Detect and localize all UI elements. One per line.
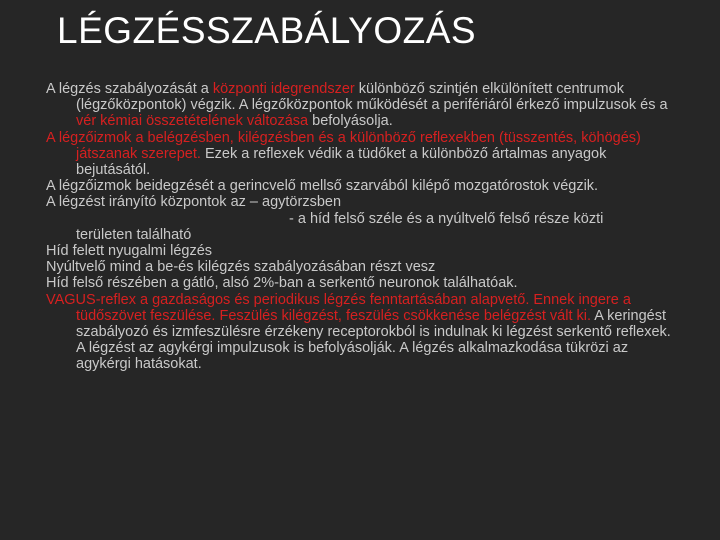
paragraph-vagus — [46, 292, 676, 373]
highlight-vagus-reflex: VAGUS-reflex a gazdaságos és periodikus légzés fenntartásában alapvető. Ennek ingere a tüdőszövet feszülése. Feszülés kilégzést, feszülés csökkenése belégzést vált ki. — [46, 291, 631, 324]
text-run: befolyásolja. — [308, 113, 393, 130]
paragraph-medulla: Nyúltvelő mind a be-és kilégzés szabályozásában részt vesz — [46, 259, 436, 276]
slide-title: LÉGZÉSSZABÁLYOZÁS — [57, 10, 477, 51]
centers-line-3: területen található — [76, 226, 192, 243]
highlight-reflexes: A légzőizmok a belégzésben, kilégzésben és a különböző reflexekben (tüsszentés, köhögés) játszanak szerepet. — [46, 129, 641, 162]
paragraph-neurons: Híd felső részében a gátló, alsó 2%-ban a serkentő neuronok találhatóak. — [46, 275, 518, 292]
centers-line-2: - a híd felső széle és a nyúltvelő felső része közti — [289, 210, 604, 227]
text-run: A keringést szabályozó és izmfeszülésre érzékeny receptorokból is indulnak ki légzést serkentő reflexek. A légzést az agykérgi impulzusok is befolyásolják. A légzés alkalmazkodása tükrözi az agykérgi hatásokat. — [76, 307, 671, 373]
slide-body — [46, 81, 676, 373]
highlight-blood-chemistry: vér kémiai összetételének változása — [76, 113, 309, 130]
text-run: Ezek a reflexek védik a tüdőket a különböző ártalmas anyagok bejutásától. — [76, 145, 607, 179]
paragraph-respiratory-muscles — [46, 130, 676, 179]
paragraph-regulation — [46, 81, 676, 130]
paragraph-innervation: A légzőizmok beidegzését a gerincvelő mellső szarvából kilépő mozgatórostok végzik. — [46, 178, 599, 195]
centers-line-1: A légzést irányító központok az – agytörzsben — [46, 194, 342, 211]
text-run: különböző szintjén elkülönített centrumok (légzőközpontok) végzik. A légzőközpontok működését a perifériáról érkező impulzusok és a — [76, 81, 668, 114]
highlight-cns: központi idegrendszer — [212, 81, 355, 97]
paragraph-pons: Híd felett nyugalmi légzés — [46, 243, 213, 260]
text-run: A légzés szabályozását a — [46, 81, 213, 97]
paragraph-centers — [46, 194, 676, 243]
